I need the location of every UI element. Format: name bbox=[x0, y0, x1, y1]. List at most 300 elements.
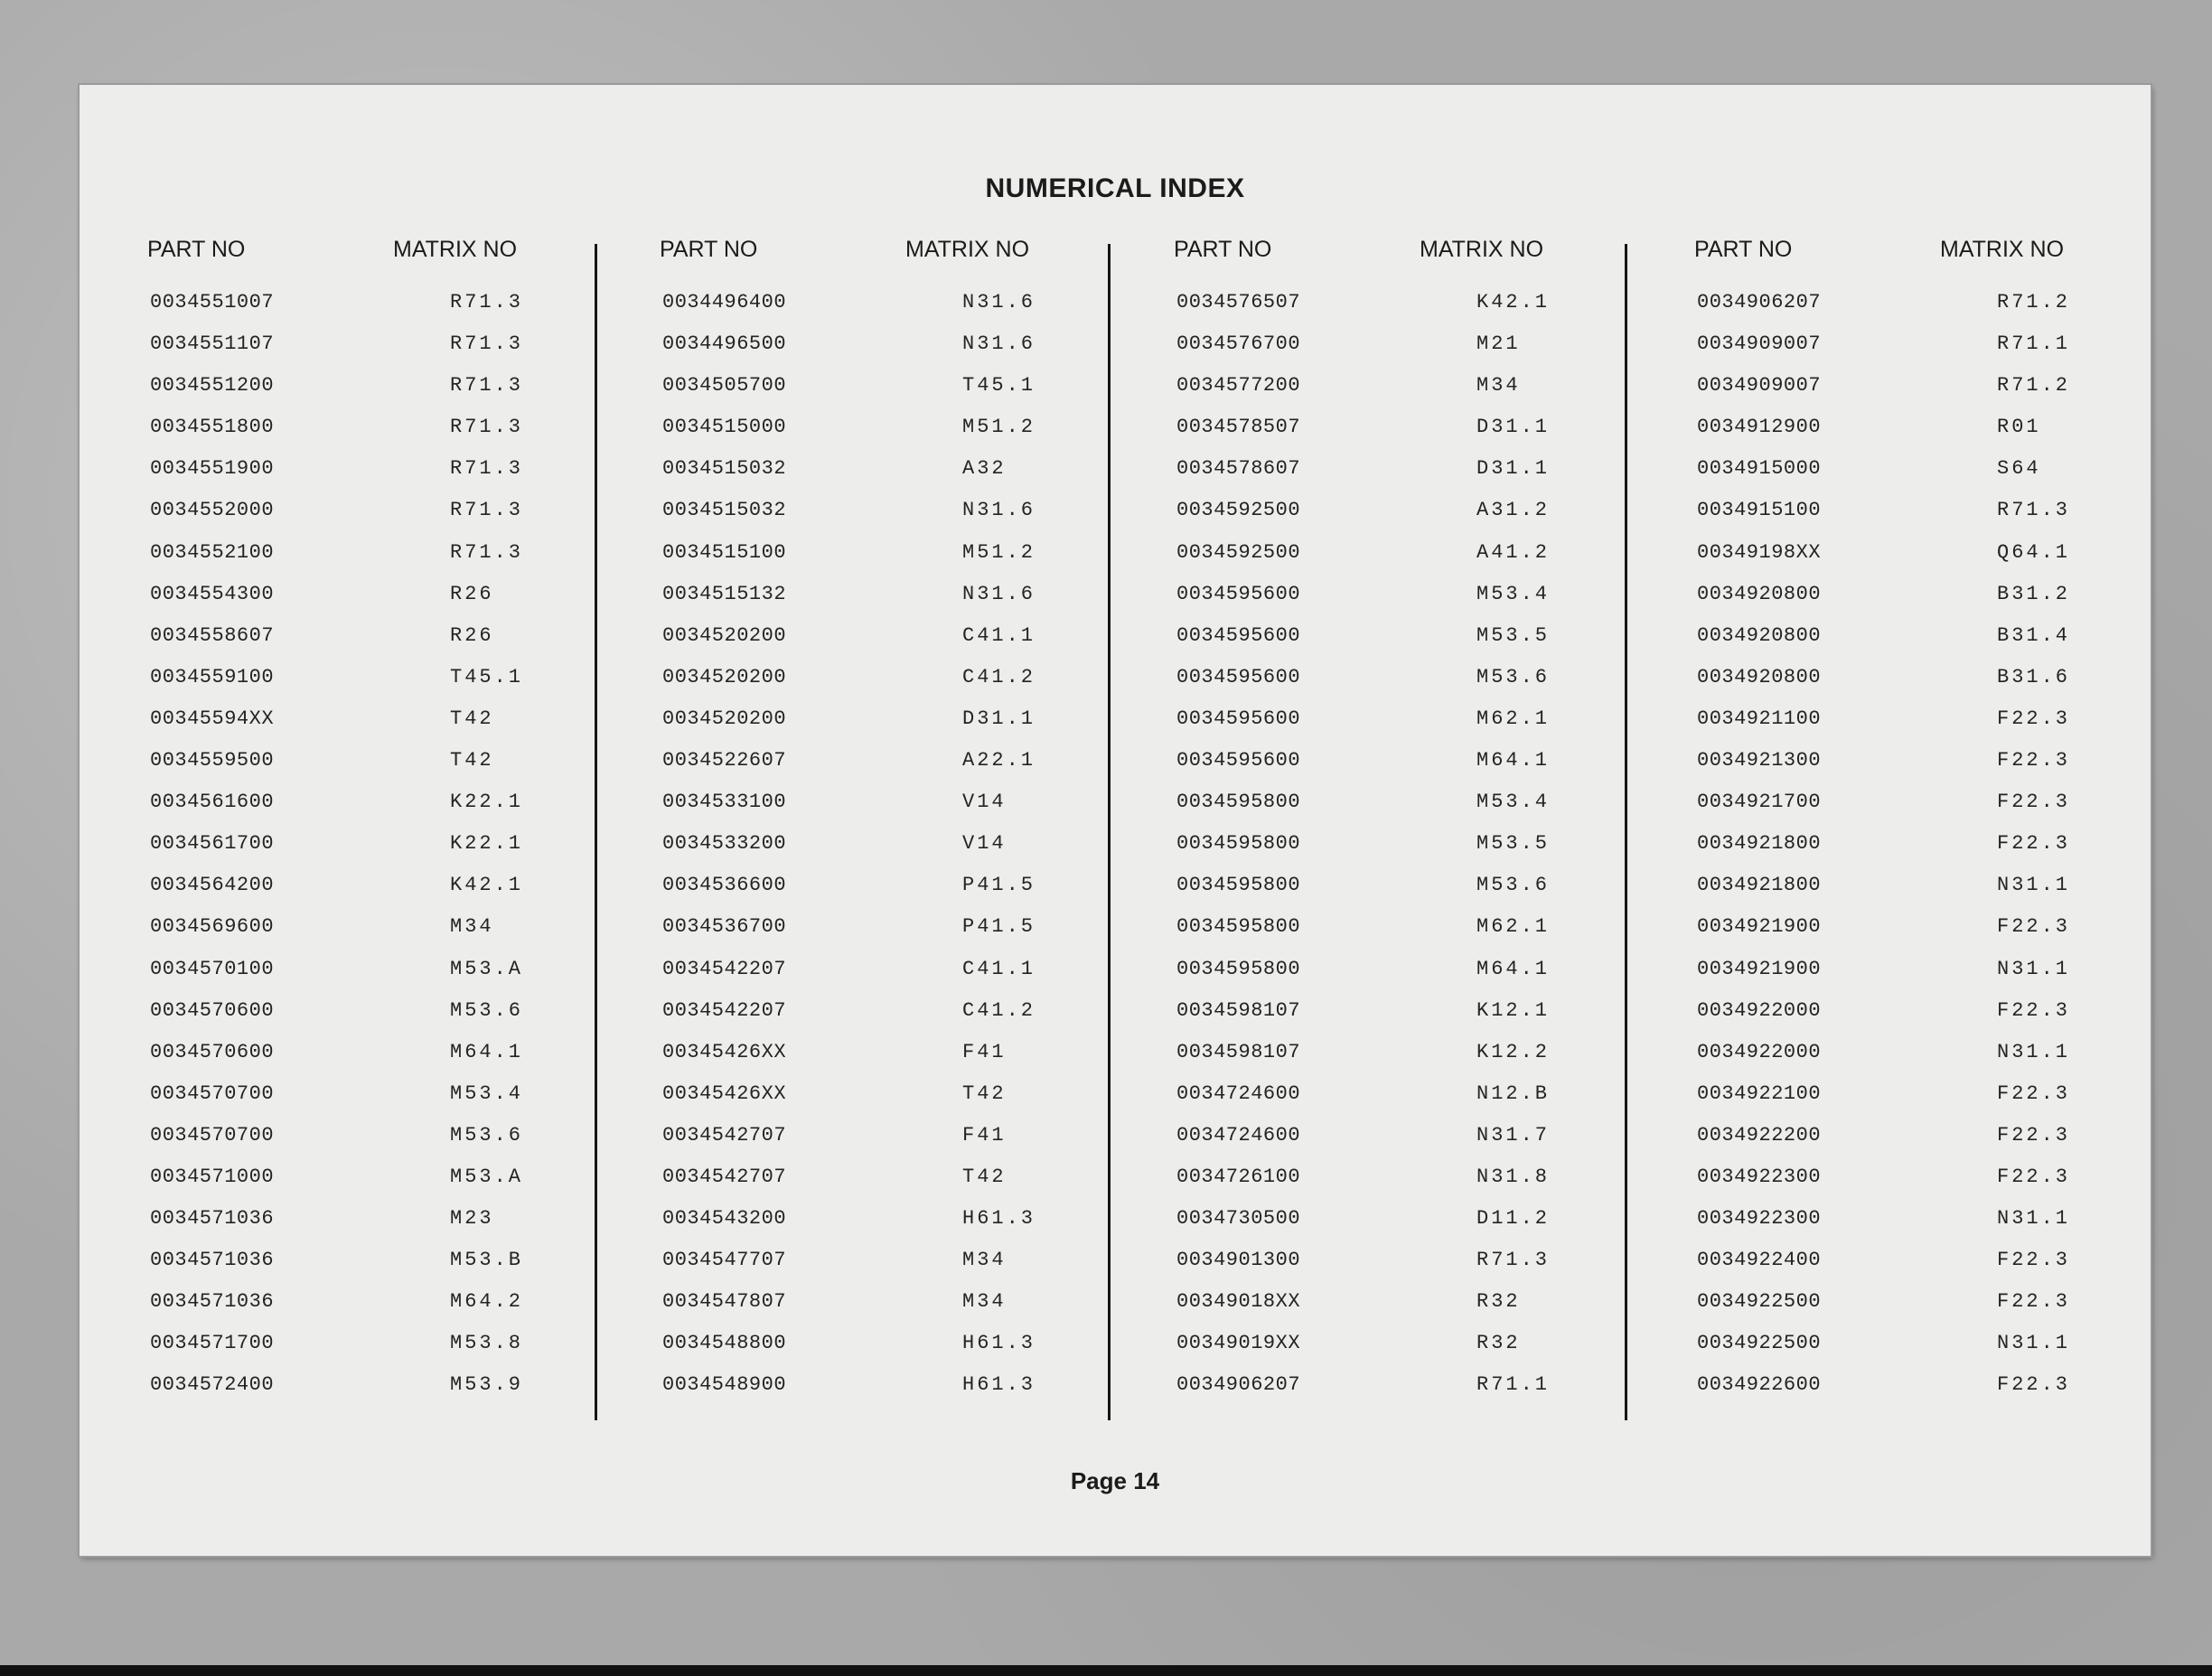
matrix-number: M53.6 bbox=[450, 1123, 524, 1147]
table-row bbox=[1694, 1332, 2200, 1373]
table-row bbox=[660, 874, 1166, 915]
matrix-number: M53.6 bbox=[1476, 665, 1551, 688]
matrix-number: F22.3 bbox=[1997, 1081, 2071, 1105]
part-no-header: PART NO bbox=[1694, 237, 1793, 262]
table-row bbox=[660, 624, 1166, 666]
part-number: 0034595800 bbox=[1176, 791, 1301, 814]
table-row bbox=[1694, 1207, 2200, 1249]
matrix-number: N31.1 bbox=[1997, 1207, 2071, 1231]
table-row bbox=[660, 1249, 1166, 1290]
column-header bbox=[1174, 237, 1680, 291]
table-row bbox=[1174, 332, 1680, 374]
matrix-number: R71.1 bbox=[1476, 1373, 1551, 1397]
part-number: 0034595800 bbox=[1176, 832, 1301, 856]
table-row bbox=[147, 1082, 653, 1124]
table-row bbox=[1694, 1124, 2200, 1166]
page-title: NUMERICAL INDEX bbox=[985, 173, 1245, 203]
table-row bbox=[1174, 416, 1680, 457]
index-column-1 bbox=[147, 237, 653, 1416]
part-number: 0034559100 bbox=[150, 665, 275, 688]
table-row bbox=[660, 499, 1166, 540]
part-number: 0034592500 bbox=[1176, 499, 1301, 522]
column-divider bbox=[1108, 244, 1111, 1420]
part-number: 0034920800 bbox=[1697, 582, 1822, 605]
part-number: 0034909007 bbox=[1697, 332, 1822, 356]
matrix-number: H61.3 bbox=[962, 1373, 1036, 1397]
table-row bbox=[660, 332, 1166, 374]
table-row bbox=[660, 457, 1166, 499]
part-number: 0034571700 bbox=[150, 1332, 275, 1355]
part-number: 0034921900 bbox=[1697, 915, 1822, 939]
table-row bbox=[1174, 791, 1680, 832]
part-number: 00345426XX bbox=[662, 1040, 787, 1063]
part-number: 0034922100 bbox=[1697, 1081, 1822, 1105]
table-row bbox=[660, 1166, 1166, 1207]
matrix-number: R26 bbox=[450, 582, 494, 605]
matrix-number: M64.1 bbox=[1476, 749, 1551, 772]
part-number: 0034909007 bbox=[1697, 374, 1822, 398]
table-row bbox=[147, 832, 653, 874]
table-row bbox=[147, 707, 653, 749]
table-row bbox=[660, 291, 1166, 332]
table-row bbox=[147, 499, 653, 540]
matrix-number: M64.1 bbox=[450, 1040, 524, 1063]
matrix-number: V14 bbox=[962, 832, 1007, 856]
matrix-number: F41 bbox=[962, 1123, 1007, 1147]
matrix-number: K12.2 bbox=[1476, 1040, 1551, 1063]
table-row bbox=[147, 541, 653, 583]
table-row bbox=[1694, 416, 2200, 457]
table-row bbox=[147, 332, 653, 374]
part-number: 0034542707 bbox=[662, 1123, 787, 1147]
table-row bbox=[660, 791, 1166, 832]
part-number: 0034724600 bbox=[1176, 1123, 1301, 1147]
table-row bbox=[1174, 1124, 1680, 1166]
table-row bbox=[1694, 999, 2200, 1041]
table-row bbox=[1694, 1290, 2200, 1332]
part-number: 0034570600 bbox=[150, 1040, 275, 1063]
matrix-number: R71.2 bbox=[1997, 374, 2071, 398]
matrix-number: N12.B bbox=[1476, 1081, 1551, 1105]
table-row bbox=[660, 583, 1166, 624]
table-row bbox=[1174, 1207, 1680, 1249]
table-row bbox=[147, 1332, 653, 1373]
part-number: 0034543200 bbox=[662, 1207, 787, 1231]
part-number: 0034515000 bbox=[662, 416, 787, 439]
table-row bbox=[1694, 874, 2200, 915]
part-number: 0034496500 bbox=[662, 332, 787, 356]
matrix-number: F41 bbox=[962, 1040, 1007, 1063]
part-number: 0034598107 bbox=[1176, 998, 1301, 1022]
matrix-no-header: MATRIX NO bbox=[905, 237, 1030, 262]
matrix-number: D31.1 bbox=[1476, 457, 1551, 481]
table-row bbox=[1174, 1290, 1680, 1332]
part-number: 00345426XX bbox=[662, 1081, 787, 1105]
matrix-number: R71.3 bbox=[450, 291, 524, 314]
column-header bbox=[1694, 237, 2200, 291]
part-number: 0034551900 bbox=[150, 457, 275, 481]
matrix-number: K42.1 bbox=[1476, 291, 1551, 314]
part-number: 0034922500 bbox=[1697, 1290, 1822, 1314]
table-row bbox=[147, 915, 653, 957]
part-number: 00349198XX bbox=[1697, 540, 1822, 564]
matrix-number: N31.1 bbox=[1997, 874, 2071, 897]
table-row bbox=[1694, 332, 2200, 374]
table-row bbox=[147, 749, 653, 791]
part-number: 00349018XX bbox=[1176, 1290, 1301, 1314]
part-number: 0034906207 bbox=[1176, 1373, 1301, 1397]
table-row bbox=[1694, 832, 2200, 874]
matrix-number: M53.4 bbox=[1476, 582, 1551, 605]
matrix-number: M34 bbox=[1476, 374, 1521, 398]
index-column-4 bbox=[1694, 237, 2200, 1416]
part-number: 0034547707 bbox=[662, 1249, 787, 1272]
matrix-number: N31.7 bbox=[1476, 1123, 1551, 1147]
part-number: 0034912900 bbox=[1697, 416, 1822, 439]
part-number: 0034570700 bbox=[150, 1123, 275, 1147]
part-number: 0034552100 bbox=[150, 540, 275, 564]
part-number: 0034922300 bbox=[1697, 1165, 1822, 1188]
table-row bbox=[147, 999, 653, 1041]
matrix-number: F22.3 bbox=[1997, 1290, 2071, 1314]
table-row bbox=[1694, 1041, 2200, 1082]
part-number: 0034901300 bbox=[1176, 1249, 1301, 1272]
matrix-number: F22.3 bbox=[1997, 998, 2071, 1022]
matrix-number: R71.1 bbox=[1997, 332, 2071, 356]
table-row bbox=[147, 457, 653, 499]
column-divider bbox=[1625, 244, 1627, 1420]
part-number: 0034548900 bbox=[662, 1373, 787, 1397]
part-number: 0034505700 bbox=[662, 374, 787, 398]
matrix-number: D31.1 bbox=[1476, 416, 1551, 439]
matrix-number: M53.4 bbox=[1476, 791, 1551, 814]
table-row bbox=[1694, 749, 2200, 791]
table-row bbox=[147, 1207, 653, 1249]
matrix-number: C41.1 bbox=[962, 623, 1036, 647]
table-row bbox=[1694, 1373, 2200, 1415]
part-number: 0034595800 bbox=[1176, 915, 1301, 939]
table-row bbox=[1694, 707, 2200, 749]
table-row bbox=[1174, 666, 1680, 707]
matrix-number: R26 bbox=[450, 623, 494, 647]
part-number: 0034569600 bbox=[150, 915, 275, 939]
part-number: 0034552000 bbox=[150, 499, 275, 522]
page-number: Page 14 bbox=[1070, 1467, 1160, 1494]
part-number: 0034548800 bbox=[662, 1332, 787, 1355]
matrix-number: M51.2 bbox=[962, 416, 1036, 439]
table-row bbox=[660, 1207, 1166, 1249]
matrix-number: M53.8 bbox=[450, 1332, 524, 1355]
matrix-number: T42 bbox=[962, 1081, 1007, 1105]
table-row bbox=[1174, 1249, 1680, 1290]
table-row bbox=[660, 666, 1166, 707]
matrix-number: T42 bbox=[450, 707, 494, 730]
part-number: 0034578507 bbox=[1176, 416, 1301, 439]
matrix-number: M51.2 bbox=[962, 540, 1036, 564]
matrix-number: F22.3 bbox=[1997, 915, 2071, 939]
table-row bbox=[1174, 707, 1680, 749]
table-row bbox=[660, 832, 1166, 874]
matrix-number: Q64.1 bbox=[1997, 540, 2071, 564]
part-number: 0034558607 bbox=[150, 623, 275, 647]
table-row bbox=[147, 1041, 653, 1082]
matrix-number: M64.2 bbox=[450, 1290, 524, 1314]
table-row bbox=[147, 291, 653, 332]
part-number: 0034578607 bbox=[1176, 457, 1301, 481]
part-number: 0034551200 bbox=[150, 374, 275, 398]
matrix-number: A22.1 bbox=[962, 749, 1036, 772]
matrix-number: M53.5 bbox=[1476, 832, 1551, 856]
table-row bbox=[1174, 832, 1680, 874]
part-no-header: PART NO bbox=[147, 237, 246, 262]
matrix-number: D31.1 bbox=[962, 707, 1036, 730]
table-row bbox=[147, 1124, 653, 1166]
table-row bbox=[1174, 1041, 1680, 1082]
part-number: 0034921300 bbox=[1697, 749, 1822, 772]
matrix-number: A41.2 bbox=[1476, 540, 1551, 564]
matrix-number: K42.1 bbox=[450, 874, 524, 897]
table-row bbox=[1174, 1082, 1680, 1124]
table-row bbox=[1174, 583, 1680, 624]
matrix-number: N31.6 bbox=[962, 291, 1036, 314]
part-number: 0034520200 bbox=[662, 665, 787, 688]
part-number: 0034551107 bbox=[150, 332, 275, 356]
matrix-number: N31.1 bbox=[1997, 1332, 2071, 1355]
part-number: 0034551800 bbox=[150, 416, 275, 439]
matrix-number: R71.3 bbox=[1997, 499, 2071, 522]
part-no-header: PART NO bbox=[660, 237, 758, 262]
matrix-number: N31.8 bbox=[1476, 1165, 1551, 1188]
index-column-3 bbox=[1174, 237, 1680, 1416]
matrix-number: H61.3 bbox=[962, 1332, 1036, 1355]
matrix-number: S64 bbox=[1997, 457, 2041, 481]
part-number: 0034595600 bbox=[1176, 623, 1301, 647]
column-header bbox=[147, 237, 653, 291]
matrix-number: B31.4 bbox=[1997, 623, 2071, 647]
index-sheet bbox=[80, 85, 2151, 1556]
matrix-number: M53.B bbox=[450, 1249, 524, 1272]
matrix-number: M53.6 bbox=[1476, 874, 1551, 897]
matrix-number: M34 bbox=[450, 915, 494, 939]
table-row bbox=[1694, 374, 2200, 416]
table-row bbox=[1694, 958, 2200, 999]
matrix-number: K22.1 bbox=[450, 791, 524, 814]
column-rows bbox=[1174, 291, 1680, 1416]
table-row bbox=[1694, 541, 2200, 583]
matrix-number: R71.2 bbox=[1997, 291, 2071, 314]
matrix-number: B31.2 bbox=[1997, 582, 2071, 605]
table-row bbox=[660, 1124, 1166, 1166]
matrix-number: M53.6 bbox=[450, 998, 524, 1022]
part-number: 0034571036 bbox=[150, 1290, 275, 1314]
part-number: 0034547807 bbox=[662, 1290, 787, 1314]
part-number: 0034921800 bbox=[1697, 832, 1822, 856]
column-rows bbox=[1694, 291, 2200, 1416]
matrix-number: F22.3 bbox=[1997, 1123, 2071, 1147]
part-number: 0034922200 bbox=[1697, 1123, 1822, 1147]
table-row bbox=[147, 583, 653, 624]
matrix-number: R01 bbox=[1997, 416, 2041, 439]
table-row bbox=[1694, 1249, 2200, 1290]
part-number: 0034922300 bbox=[1697, 1207, 1822, 1231]
part-number: 0034915000 bbox=[1697, 457, 1822, 481]
table-row bbox=[147, 958, 653, 999]
table-row bbox=[1694, 583, 2200, 624]
table-row bbox=[1694, 499, 2200, 540]
index-column-2 bbox=[660, 237, 1166, 1416]
table-row bbox=[1694, 1166, 2200, 1207]
column-divider bbox=[595, 244, 597, 1420]
part-number: 0034724600 bbox=[1176, 1081, 1301, 1105]
part-number: 0034595600 bbox=[1176, 707, 1301, 730]
matrix-number: C41.2 bbox=[962, 665, 1036, 688]
matrix-number: D11.2 bbox=[1476, 1207, 1551, 1231]
matrix-no-header: MATRIX NO bbox=[1940, 237, 2065, 262]
part-number: 0034496400 bbox=[662, 291, 787, 314]
part-number: 0034595600 bbox=[1176, 582, 1301, 605]
table-row bbox=[1694, 1082, 2200, 1124]
part-number: 0034520200 bbox=[662, 707, 787, 730]
part-number: 0034920800 bbox=[1697, 623, 1822, 647]
table-row bbox=[1174, 499, 1680, 540]
table-row bbox=[1174, 624, 1680, 666]
matrix-number: M62.1 bbox=[1476, 915, 1551, 939]
table-row bbox=[660, 541, 1166, 583]
table-row bbox=[660, 1082, 1166, 1124]
matrix-number: N31.1 bbox=[1997, 957, 2071, 980]
matrix-number: P41.5 bbox=[962, 874, 1036, 897]
part-number: 0034595600 bbox=[1176, 665, 1301, 688]
matrix-number: M34 bbox=[962, 1249, 1007, 1272]
table-row bbox=[147, 1166, 653, 1207]
matrix-number: A31.2 bbox=[1476, 499, 1551, 522]
table-row bbox=[1174, 457, 1680, 499]
matrix-number: V14 bbox=[962, 791, 1007, 814]
part-number: 0034922000 bbox=[1697, 998, 1822, 1022]
table-row bbox=[1174, 749, 1680, 791]
matrix-number: R71.3 bbox=[450, 457, 524, 481]
part-number: 0034515032 bbox=[662, 457, 787, 481]
part-number: 0034571036 bbox=[150, 1207, 275, 1231]
part-number: 0034921100 bbox=[1697, 707, 1822, 730]
matrix-number: F22.3 bbox=[1997, 707, 2071, 730]
table-row bbox=[1174, 291, 1680, 332]
part-number: 0034922400 bbox=[1697, 1249, 1822, 1272]
matrix-number: R71.3 bbox=[450, 416, 524, 439]
part-number: 0034571036 bbox=[150, 1249, 275, 1272]
matrix-number: F22.3 bbox=[1997, 1165, 2071, 1188]
matrix-number: M34 bbox=[962, 1290, 1007, 1314]
table-row bbox=[1694, 457, 2200, 499]
matrix-number: F22.3 bbox=[1997, 749, 2071, 772]
table-row bbox=[147, 1249, 653, 1290]
part-number: 0034595600 bbox=[1176, 749, 1301, 772]
matrix-number: F22.3 bbox=[1997, 832, 2071, 856]
part-number: 0034515100 bbox=[662, 540, 787, 564]
matrix-number: M62.1 bbox=[1476, 707, 1551, 730]
part-number: 0034921700 bbox=[1697, 791, 1822, 814]
table-row bbox=[1174, 958, 1680, 999]
table-row bbox=[660, 958, 1166, 999]
part-no-header: PART NO bbox=[1174, 237, 1272, 262]
part-number: 0034726100 bbox=[1176, 1165, 1301, 1188]
part-number: 0034922000 bbox=[1697, 1040, 1822, 1063]
table-row bbox=[1174, 1166, 1680, 1207]
table-row bbox=[660, 1041, 1166, 1082]
part-number: 0034533100 bbox=[662, 791, 787, 814]
matrix-number: R32 bbox=[1476, 1290, 1521, 1314]
part-number: 0034554300 bbox=[150, 582, 275, 605]
part-number: 0034570100 bbox=[150, 957, 275, 980]
table-row bbox=[147, 874, 653, 915]
table-row bbox=[660, 416, 1166, 457]
table-row bbox=[660, 707, 1166, 749]
table-row bbox=[147, 1290, 653, 1332]
matrix-number: N31.6 bbox=[962, 332, 1036, 356]
table-row bbox=[1174, 1373, 1680, 1415]
part-number: 0034536700 bbox=[662, 915, 787, 939]
matrix-number: M53.5 bbox=[1476, 623, 1551, 647]
table-row bbox=[1694, 915, 2200, 957]
table-row bbox=[660, 749, 1166, 791]
part-number: 0034577200 bbox=[1176, 374, 1301, 398]
part-number: 0034561700 bbox=[150, 832, 275, 856]
matrix-number: T42 bbox=[450, 749, 494, 772]
table-row bbox=[1694, 791, 2200, 832]
matrix-number: A32 bbox=[962, 457, 1007, 481]
part-number: 0034592500 bbox=[1176, 540, 1301, 564]
matrix-number: R71.3 bbox=[450, 540, 524, 564]
table-row bbox=[147, 374, 653, 416]
table-row bbox=[660, 999, 1166, 1041]
part-number: 0034536600 bbox=[662, 874, 787, 897]
table-row bbox=[660, 1290, 1166, 1332]
table-row bbox=[660, 1373, 1166, 1415]
matrix-number: R71.3 bbox=[450, 374, 524, 398]
part-number: 0034570700 bbox=[150, 1081, 275, 1105]
part-number: 0034572400 bbox=[150, 1373, 275, 1397]
matrix-number: H61.3 bbox=[962, 1207, 1036, 1231]
part-number: 0034922500 bbox=[1697, 1332, 1822, 1355]
table-row bbox=[147, 624, 653, 666]
matrix-number: N31.6 bbox=[962, 582, 1036, 605]
table-row bbox=[147, 416, 653, 457]
part-number: 0034559500 bbox=[150, 749, 275, 772]
matrix-number: R32 bbox=[1476, 1332, 1521, 1355]
matrix-number: M53.A bbox=[450, 957, 524, 980]
part-number: 0034542207 bbox=[662, 957, 787, 980]
matrix-number: F22.3 bbox=[1997, 1249, 2071, 1272]
matrix-number: R71.3 bbox=[1476, 1249, 1551, 1272]
column-header bbox=[660, 237, 1166, 291]
matrix-number: M21 bbox=[1476, 332, 1521, 356]
part-number: 0034522607 bbox=[662, 749, 787, 772]
part-number: 00345594XX bbox=[150, 707, 275, 730]
matrix-number: N31.1 bbox=[1997, 1040, 2071, 1063]
table-row bbox=[1174, 874, 1680, 915]
matrix-number: R71.3 bbox=[450, 499, 524, 522]
table-row bbox=[1174, 915, 1680, 957]
part-number: 0034576507 bbox=[1176, 291, 1301, 314]
table-row bbox=[147, 791, 653, 832]
matrix-number: P41.5 bbox=[962, 915, 1036, 939]
part-number: 0034921800 bbox=[1697, 874, 1822, 897]
table-row bbox=[1174, 1332, 1680, 1373]
part-number: 0034571000 bbox=[150, 1165, 275, 1188]
matrix-no-header: MATRIX NO bbox=[1420, 237, 1544, 262]
matrix-number: B31.6 bbox=[1997, 665, 2071, 688]
matrix-number: F22.3 bbox=[1997, 791, 2071, 814]
